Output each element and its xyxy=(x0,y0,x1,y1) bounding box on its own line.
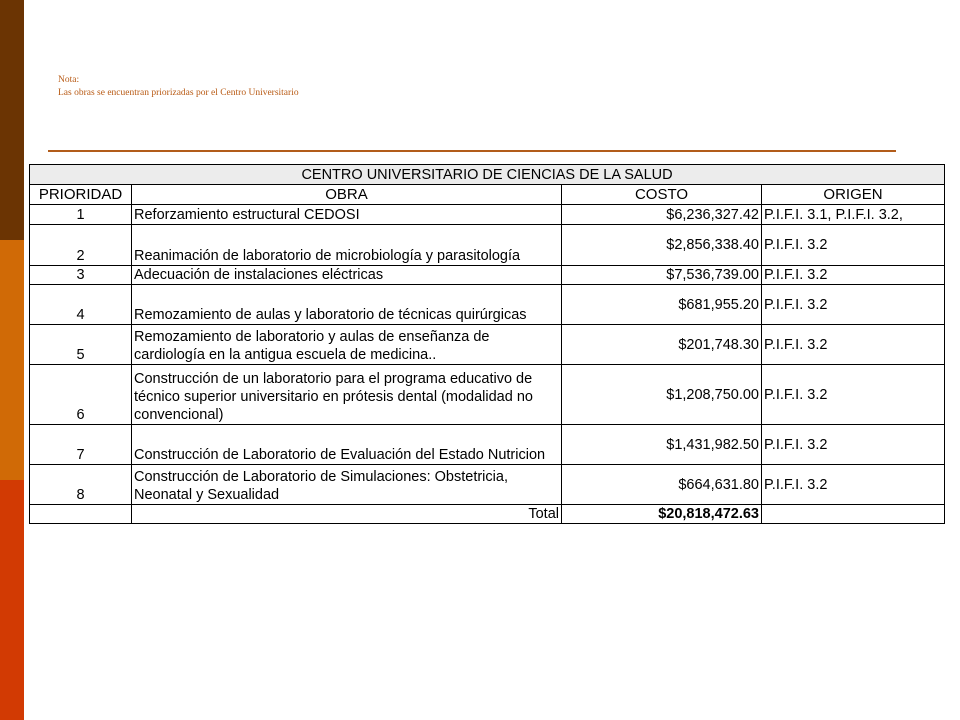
table-row xyxy=(30,225,945,266)
sidebar-band-top xyxy=(0,0,24,240)
cell-costo: $1,208,750.00 xyxy=(562,365,762,425)
table-row xyxy=(30,266,945,285)
total-label: Total xyxy=(132,505,562,524)
cell-costo: $681,955.20 xyxy=(562,285,762,325)
header-origen: ORIGEN xyxy=(762,185,945,205)
note-block xyxy=(58,74,299,100)
cell-origen: P.I.F.I. 3.2 xyxy=(762,465,945,505)
cell-costo: $201,748.30 xyxy=(562,325,762,365)
cell-origen: P.I.F.I. 3.2 xyxy=(762,365,945,425)
works-table xyxy=(29,164,945,524)
cell-costo: $6,236,327.42 xyxy=(562,205,762,225)
cell-costo: $1,431,982.50 xyxy=(562,425,762,465)
cell-costo: $2,856,338.40 xyxy=(562,225,762,266)
note-heading: Nota: xyxy=(58,75,80,85)
cell-prioridad: 6 xyxy=(30,365,132,425)
cell-obra: Remozamiento de laboratorio y aulas de enseñanza de cardiología en la antigua escuela de medicina.. xyxy=(132,325,562,365)
table-row xyxy=(30,365,945,425)
header-obra: OBRA xyxy=(132,185,562,205)
cell-prioridad: 7 xyxy=(30,425,132,465)
cell-costo: $7,536,739.00 xyxy=(562,266,762,285)
cell-origen: P.I.F.I. 3.1, P.I.F.I. 3.2, xyxy=(762,205,945,225)
decorative-sidebar xyxy=(0,0,24,720)
cell-prioridad: 4 xyxy=(30,285,132,325)
table-title: CENTRO UNIVERSITARIO DE CIENCIAS DE LA SALUD xyxy=(30,165,945,185)
header-costo: COSTO xyxy=(562,185,762,205)
cell-obra: Reforzamiento estructural CEDOSI xyxy=(132,205,562,225)
cell-obra: Construcción de Laboratorio de Evaluación del Estado Nutricion xyxy=(132,425,562,465)
cell-prioridad: 5 xyxy=(30,325,132,365)
header-prioridad: PRIORIDAD xyxy=(30,185,132,205)
cell-prioridad: 3 xyxy=(30,266,132,285)
table-header-row xyxy=(30,185,945,205)
cell-origen: P.I.F.I. 3.2 xyxy=(762,425,945,465)
cell-obra: Reanimación de laboratorio de microbiología y parasitología xyxy=(132,225,562,266)
cell-origen: P.I.F.I. 3.2 xyxy=(762,325,945,365)
cell-prioridad: 1 xyxy=(30,205,132,225)
sidebar-band-bottom xyxy=(0,480,24,720)
cell-origen: P.I.F.I. 3.2 xyxy=(762,285,945,325)
cell-prioridad: 2 xyxy=(30,225,132,266)
total-empty-cell xyxy=(30,505,132,524)
table-row xyxy=(30,285,945,325)
sidebar-band-middle xyxy=(0,240,24,480)
total-value: $20,818,472.63 xyxy=(562,505,762,524)
cell-obra: Remozamiento de aulas y laboratorio de técnicas quirúrgicas xyxy=(132,285,562,325)
table-row xyxy=(30,325,945,365)
total-origen-empty xyxy=(762,505,945,524)
cell-obra: Construcción de un laboratorio para el programa educativo de técnico superior universitario en prótesis dental (modalidad no convencional) xyxy=(132,365,562,425)
cell-origen: P.I.F.I. 3.2 xyxy=(762,225,945,266)
cell-obra: Adecuación de instalaciones eléctricas xyxy=(132,266,562,285)
table-row xyxy=(30,425,945,465)
table-row xyxy=(30,205,945,225)
cell-obra: Construcción de Laboratorio de Simulaciones: Obstetricia, Neonatal y Sexualidad xyxy=(132,465,562,505)
cell-prioridad: 8 xyxy=(30,465,132,505)
total-row xyxy=(30,505,945,524)
table-row xyxy=(30,465,945,505)
cell-origen: P.I.F.I. 3.2 xyxy=(762,266,945,285)
divider-line xyxy=(48,150,896,152)
note-text: Las obras se encuentran priorizadas por el Centro Universitario xyxy=(58,88,299,98)
cell-costo: $664,631.80 xyxy=(562,465,762,505)
